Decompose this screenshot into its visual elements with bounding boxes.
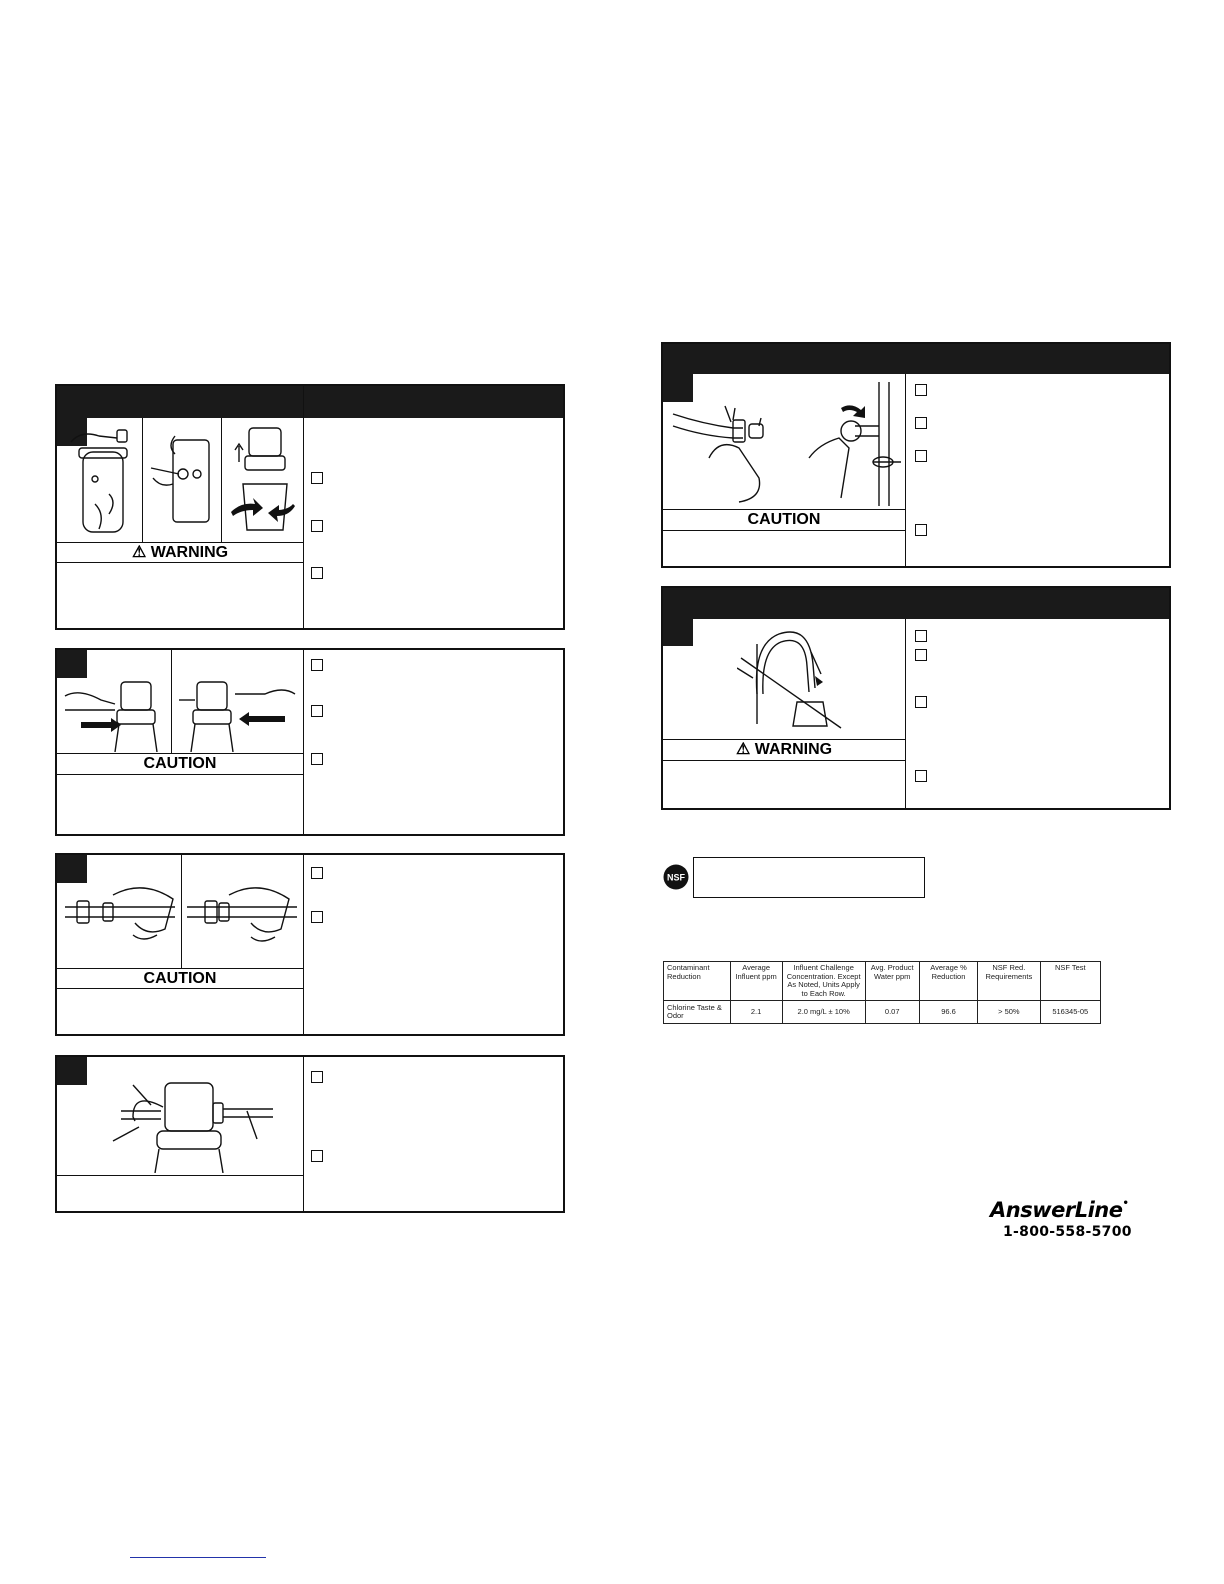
table-header-cell: NSF Test — [1040, 962, 1100, 1001]
checkbox-1[interactable] — [311, 472, 323, 484]
figure-divider — [221, 418, 222, 542]
warning-label: ⚠ WARNING — [131, 544, 229, 561]
footer-link-underline[interactable] — [130, 1557, 266, 1558]
column-divider — [303, 650, 304, 834]
step-panel-tubing-orientation — [55, 1055, 565, 1213]
caution-label: CAUTION — [143, 755, 217, 772]
warning-triangle-icon: ⚠ — [131, 544, 147, 561]
table-cell: 516345-05 — [1040, 1001, 1100, 1024]
table-header-row — [664, 962, 1101, 1001]
filter-twist-illustration — [225, 422, 301, 540]
checkbox-2[interactable] — [915, 417, 927, 429]
checkbox-2[interactable] — [311, 1150, 323, 1162]
filter-screw-illustration — [145, 426, 219, 538]
figure-divider-line — [57, 1175, 303, 1176]
step-panel-faucet-flush — [661, 586, 1171, 810]
checkbox-2[interactable] — [311, 520, 323, 532]
faucet-illustration — [737, 624, 847, 736]
table-cell: 2.0 mg/L ± 10% — [782, 1001, 865, 1024]
brand-name: AnswerLine — [990, 1198, 1123, 1222]
table-cell: Chlorine Taste & Odor — [664, 1001, 731, 1024]
step-panel-disconnect-tubing — [55, 853, 565, 1036]
table-header-cell: Avg. Product Water ppm — [865, 962, 919, 1001]
step-panel-connect-tubing — [55, 648, 565, 836]
warning-label: ⚠ WARNING — [735, 741, 833, 758]
filter-hand-illustration — [65, 424, 139, 539]
checkbox-2[interactable] — [311, 911, 323, 923]
checkbox-2[interactable] — [311, 705, 323, 717]
warning-triangle-icon: ⚠ — [735, 741, 751, 758]
checkbox-1[interactable] — [915, 630, 927, 642]
checkbox-4[interactable] — [915, 524, 927, 536]
checkbox-1[interactable] — [311, 867, 323, 879]
collet-press-right-illustration — [185, 875, 301, 961]
table-header-cell: Contaminant Reduction — [664, 962, 731, 1001]
checkbox-3[interactable] — [915, 450, 927, 462]
caution-label: CAUTION — [747, 511, 821, 528]
step-panel-filter-mount — [55, 384, 565, 630]
checkbox-3[interactable] — [311, 567, 323, 579]
brand-mark: • — [1122, 1198, 1129, 1209]
table-header-cell: NSF Red. Requirements — [978, 962, 1040, 1001]
answerline-phone: 1-800-558-5700 — [1003, 1224, 1132, 1240]
nsf-certification-box — [693, 857, 925, 898]
figure-divider — [181, 855, 182, 968]
checkbox-3[interactable] — [915, 696, 927, 708]
tube-insert-right-illustration — [175, 676, 299, 752]
checkbox-4[interactable] — [915, 770, 927, 782]
tube-insert-left-illustration — [61, 676, 169, 752]
table-header-cell: Average Influent ppm — [730, 962, 782, 1001]
caution-label: CAUTION — [143, 970, 217, 987]
column-divider — [905, 374, 906, 566]
checkbox-1[interactable] — [915, 384, 927, 396]
step-header-bar — [663, 344, 1169, 374]
step-header-bar — [57, 386, 563, 418]
supply-valve-illustration — [669, 378, 901, 506]
column-divider — [303, 386, 304, 628]
label-divider-line — [57, 774, 303, 775]
collet-press-left-illustration — [63, 875, 179, 961]
step-header-bar — [663, 588, 1169, 619]
table-header-cell: Influent Challenge Concentration. Except As Noted, Units Apply to Each Row. — [782, 962, 865, 1001]
table-cell: 0.07 — [865, 1001, 919, 1024]
table-header-cell: Average % Reduction — [919, 962, 977, 1001]
step-number-tab — [57, 650, 87, 678]
nsf-performance-table — [663, 961, 1101, 1024]
figure-divider — [171, 650, 172, 753]
column-divider — [905, 619, 906, 808]
table-cell: > 50% — [978, 1001, 1040, 1024]
answerline-logo — [990, 1198, 1128, 1222]
step-number-tab — [57, 1057, 87, 1085]
label-divider-line — [663, 760, 905, 761]
step-number-tab — [663, 588, 693, 646]
filter-head-tubing-illustration — [107, 1071, 277, 1173]
checkbox-1[interactable] — [311, 659, 323, 671]
checkbox-3[interactable] — [311, 753, 323, 765]
table-cell: 96.6 — [919, 1001, 977, 1024]
table-cell: 2.1 — [730, 1001, 782, 1024]
column-divider — [303, 1057, 304, 1211]
checkbox-1[interactable] — [311, 1071, 323, 1083]
figure-divider — [142, 418, 143, 542]
nsf-logo-icon — [663, 864, 689, 890]
column-divider — [303, 855, 304, 1034]
nsf-logo-text: NSF — [667, 872, 685, 883]
checkbox-2[interactable] — [915, 649, 927, 661]
label-divider-line — [663, 530, 905, 531]
table-row — [664, 1001, 1101, 1024]
step-panel-water-supply — [661, 342, 1171, 568]
